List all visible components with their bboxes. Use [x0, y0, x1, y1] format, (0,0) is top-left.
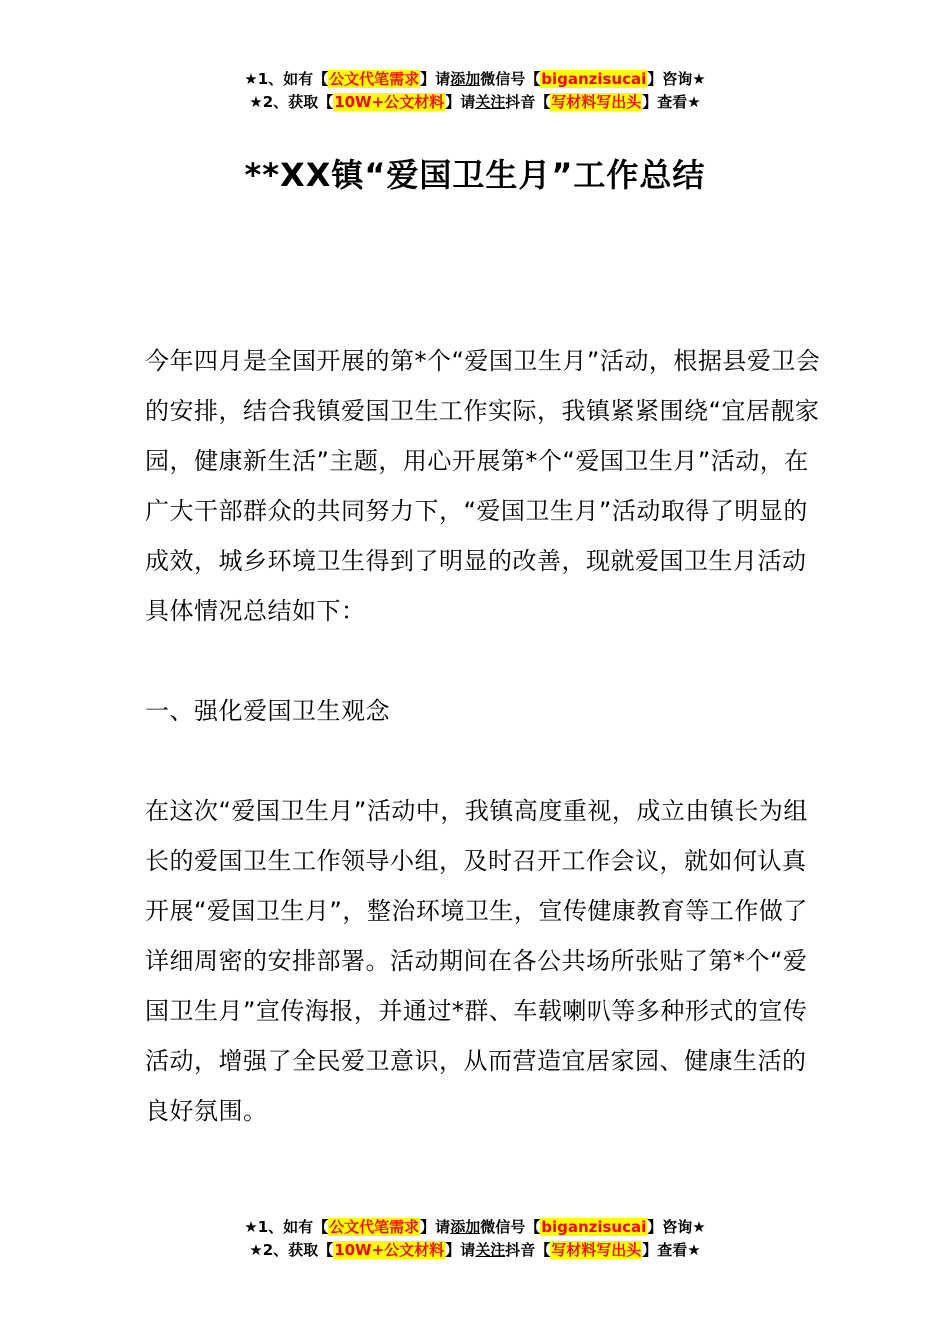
- promo-line-2: ★2、获取【10W+公文材料】请关注抖音【写材料写出头】查看★: [249, 93, 701, 111]
- intro-paragraph: 今年四月是全国开展的第*个“爱国卫生月”活动，根据县爱卫会的安排，结合我镇爱国卫生工作实际，我镇紧紧围绕“宜居靓家园，健康新生活”主题，用心开展第*个“爱国卫生月”活动，在广大干部群众的共同努力下，“爱国卫生月”活动取得了明显的成效，城乡环境卫生得到了明显的改善，现就爱国卫生月活动具体情况总结如下：: [145, 347, 821, 625]
- header-promo-banner: [0, 68, 950, 114]
- promo-highlight-douyin: 写材料写出头: [551, 1241, 642, 1259]
- promo-line-1: ★1、如有【公文代笔需求】请添加微信号【biganzisucai】咨询★: [244, 70, 706, 88]
- footer-promo-banner: [0, 1216, 950, 1262]
- section-1-paragraph: 在这次“爱国卫生月”活动中，我镇高度重视，成立由镇长为组长的爱国卫生工作领导小组，及时召开工作会议，就如何认真开展“爱国卫生月”，整治环境卫生，宣传健康教育等工作做了详细周密的安排部署。活动期间在各公共场所张贴了第*个“爱国卫生月”宣传海报，并通过*群、车载喇叭等多种形式的宣传活动，增强了全民爱卫意识，从而营造宜居家园、健康生活的良好氛围。: [145, 797, 808, 1125]
- promo-highlight-writing-service: 公文代笔需求: [329, 70, 420, 88]
- promo-highlight-materials: 10W+公文材料: [334, 1241, 445, 1259]
- document-title: **XX镇“爱国卫生月”工作总结: [244, 156, 706, 194]
- promo-highlight-wechat-id: biganzisucai: [541, 70, 647, 88]
- promo-highlight-writing-service: 公文代笔需求: [329, 1218, 420, 1236]
- section-1-heading: 一、强化爱国卫生观念: [145, 697, 390, 725]
- promo-highlight-materials: 10W+公文材料: [334, 93, 445, 111]
- promo-line-1: ★1、如有【公文代笔需求】请添加微信号【biganzisucai】咨询★: [244, 1218, 706, 1236]
- promo-highlight-douyin: 写材料写出头: [551, 93, 642, 111]
- promo-highlight-wechat-id: biganzisucai: [541, 1218, 647, 1236]
- promo-line-2: ★2、获取【10W+公文材料】请关注抖音【写材料写出头】查看★: [249, 1241, 701, 1259]
